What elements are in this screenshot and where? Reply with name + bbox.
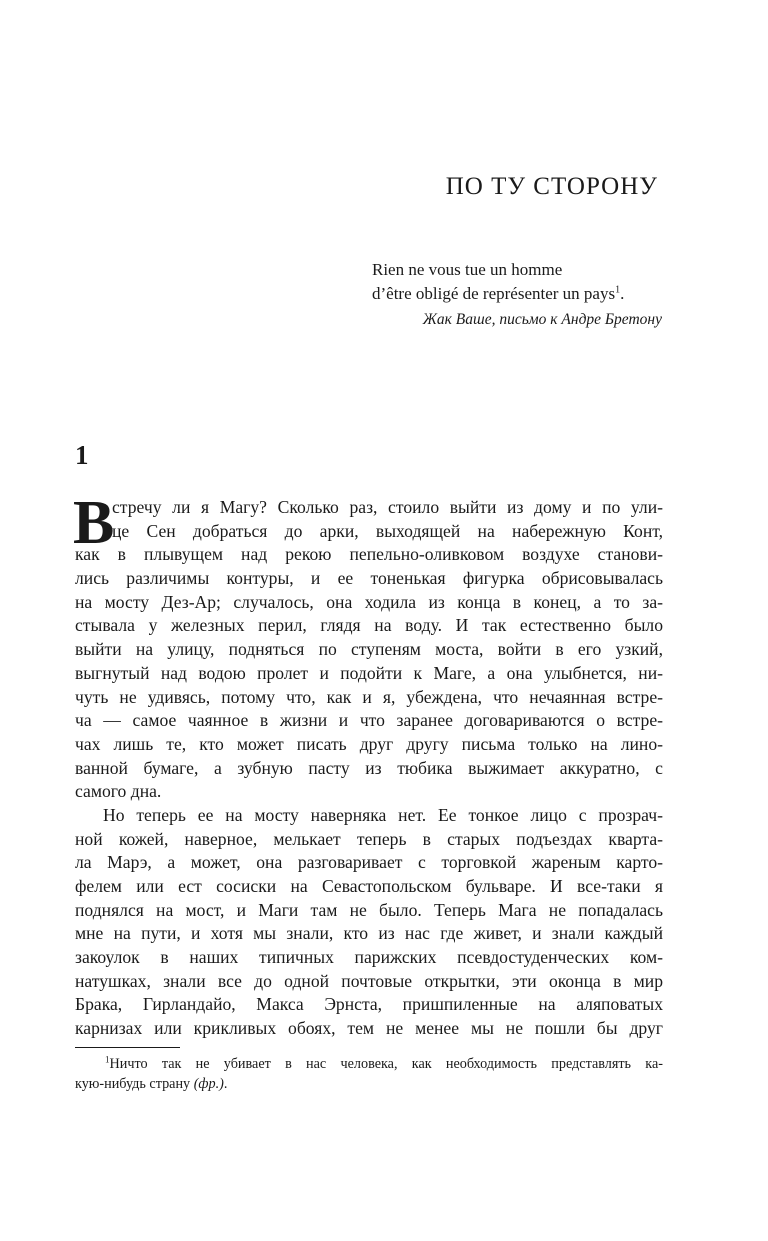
text-line: карнизах или крикливых обоях, тем не менее мы не пошли бы друг (75, 1018, 663, 1039)
epigraph-line-text: d’être obligé de représenter un pays (372, 284, 616, 303)
text-line: выйти на улицу, подняться по ступеням моста, войти в его узкий, (75, 639, 663, 660)
footnote-divider (75, 1047, 180, 1048)
text-line: ла Марэ, а может, она разговаривает с торговкой жареным карто- (75, 852, 663, 873)
text-line: на мосту Дез-Ар; случалось, она ходила из конца в конец, а то за- (75, 591, 663, 612)
text-line: закоулок в наших типичных парижских псевдостуденческих ком- (75, 947, 663, 968)
text-line: стречу ли я Магу? Сколько раз, стоило выйти из дому и по ули- (112, 497, 663, 517)
epigraph-line-end: . (620, 284, 625, 303)
text-line: лись различимы контуры, и ее тоненькая фигурка обрисовывалась (75, 568, 663, 589)
epigraph (372, 258, 662, 332)
text-line: це Сен добраться до арки, выходящей на набережную Конт, (112, 520, 663, 541)
text-line: чуть не удивясь, потому что, как и я, убеждена, что нечаянная встре- (75, 686, 663, 707)
text-line: самого дна. (75, 781, 162, 802)
epigraph-line (372, 282, 662, 306)
epigraph-line: Rien ne vous tue un homme (372, 260, 563, 279)
footnote-reference: 1 (615, 284, 621, 296)
text-line: как в плывущем над рекою пепельно-оливковом воздухе станови- (75, 544, 663, 565)
text-line: поднялся на мост, и Маги там не было. Теперь Мага не попадалась (75, 899, 663, 920)
footnote-line (75, 1055, 663, 1075)
footnote-text: кую-нибудь страну (75, 1075, 194, 1092)
drop-cap: В (73, 489, 115, 557)
text-line: ванной бумаге, а зубную пасту из тюбика выжимает аккуратно, с (75, 757, 663, 778)
epigraph-attribution: Жак Ваше, письмо к Андре Бретону (422, 311, 662, 328)
text-line: выгнутый над водою пролет и подойти к Маге, а она улыбнется, ни- (75, 662, 663, 683)
footnote-language-note: (фр.) (193, 1075, 224, 1092)
text-line: ной кожей, наверное, мелькает теперь в старых подъездах кварта- (75, 828, 663, 849)
part-title: ПО ТУ СТОРОНУ (445, 173, 658, 200)
chapter-number: 1 (75, 440, 89, 470)
text-line: Но теперь ее на мосту наверняка нет. Ее тонкое лицо с прозрач- (103, 804, 663, 825)
footnote-mark: 1 (105, 1054, 110, 1065)
paragraph (73, 489, 663, 804)
footnote-text: Ничто так не убивает в нас человека, как необходимость представлять ка- (109, 1056, 663, 1072)
footnote-line (75, 1075, 663, 1095)
text-line: стывала у железных перил, глядя на воду. И так естественно было (75, 615, 663, 636)
footnote (75, 1055, 663, 1094)
body-text (73, 489, 663, 1041)
text-line: мне на пути, и хотя мы знали, кто из нас где живет, и знали каждый (75, 923, 663, 944)
text-line: натушках, знали все до одной почтовые открытки, эти оконца в мир (75, 970, 663, 991)
text-line: ча — самое чаянное в жизни и что заранее договариваются о встре- (75, 710, 663, 731)
text-line: Брака, Гирландайо, Макса Эрнста, пришпиленные на аляповатых (75, 994, 663, 1015)
paragraph (75, 804, 663, 1041)
footnote-text-end: . (223, 1075, 228, 1092)
text-line: чах лишь те, кто может писать друг другу письма только на лино- (75, 733, 663, 754)
text-line: фелем или ест сосиски на Севастопольском бульваре. И все-таки я (75, 876, 663, 896)
